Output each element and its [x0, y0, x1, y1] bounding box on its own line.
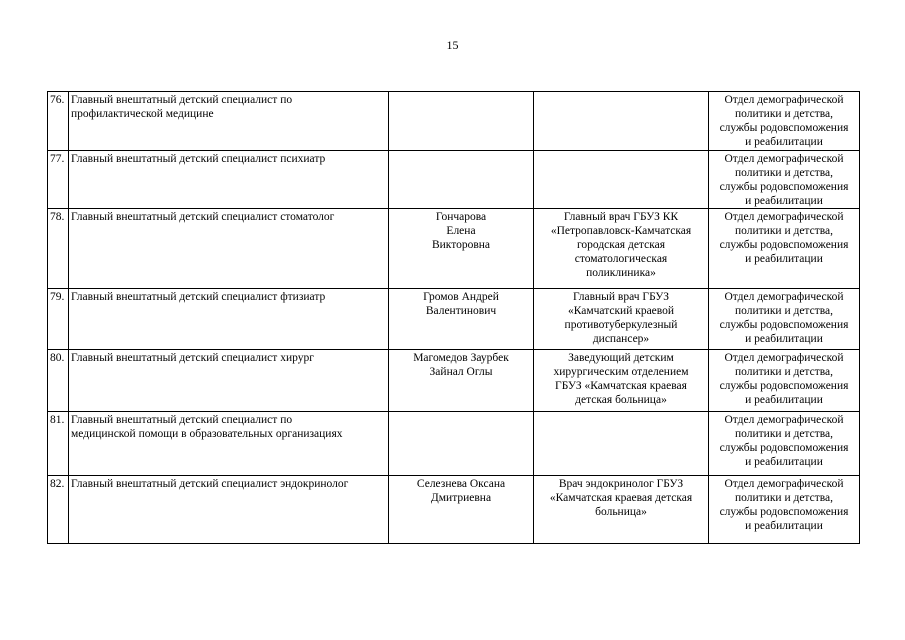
specialists-table [47, 91, 860, 544]
responsible-department: Отдел демографической политики и детства, службы родовспоможения и реабилитации [709, 151, 860, 209]
specialist-title: Главный внештатный детский специалист стоматолог [69, 209, 389, 289]
table-row [48, 151, 860, 209]
specialist-position: Врач эндокринолог ГБУЗ «Камчатская краевая детская больница» [534, 476, 709, 544]
specialist-name [389, 92, 534, 151]
responsible-department: Отдел демографической политики и детства, службы родовспоможения и реабилитации [709, 92, 860, 151]
specialist-name: Гончарова Елена Викторовна [389, 209, 534, 289]
row-number: 77. [48, 151, 69, 209]
specialist-name: Громов Андрей Валентинович [389, 289, 534, 350]
row-number: 78. [48, 209, 69, 289]
specialist-title: Главный внештатный детский специалист психиатр [69, 151, 389, 209]
specialist-position: Заведующий детским хирургическим отделением ГБУЗ «Камчатская краевая детская больница» [534, 350, 709, 412]
specialist-position: Главный врач ГБУЗ КК «Петропавловск-Камчатская городская детская стоматологическая поликлиника» [534, 209, 709, 289]
table-row [48, 209, 860, 289]
specialist-name: Селезнева Оксана Дмитриевна [389, 476, 534, 544]
row-number: 82. [48, 476, 69, 544]
specialist-title: Главный внештатный детский специалист фтизиатр [69, 289, 389, 350]
row-number: 81. [48, 412, 69, 476]
table-row [48, 289, 860, 350]
responsible-department: Отдел демографической политики и детства, службы родовспоможения и реабилитации [709, 412, 860, 476]
table-row [48, 476, 860, 544]
responsible-department: Отдел демографической политики и детства, службы родовспоможения и реабилитации [709, 476, 860, 544]
row-number: 76. [48, 92, 69, 151]
specialist-position [534, 151, 709, 209]
specialist-title: Главный внештатный детский специалист эндокринолог [69, 476, 389, 544]
table-row [48, 350, 860, 412]
specialist-title: Главный внештатный детский специалист по медицинской помощи в образовательных организациях [69, 412, 389, 476]
specialist-position [534, 412, 709, 476]
specialist-name [389, 151, 534, 209]
row-number: 79. [48, 289, 69, 350]
specialist-title: Главный внештатный детский специалист хирург [69, 350, 389, 412]
table-row [48, 412, 860, 476]
responsible-department: Отдел демографической политики и детства, службы родовспоможения и реабилитации [709, 350, 860, 412]
responsible-department: Отдел демографической политики и детства, службы родовспоможения и реабилитации [709, 289, 860, 350]
responsible-department: Отдел демографической политики и детства, службы родовспоможения и реабилитации [709, 209, 860, 289]
specialist-position [534, 92, 709, 151]
specialist-position: Главный врач ГБУЗ «Камчатский краевой противотуберкулезный диспансер» [534, 289, 709, 350]
specialist-title: Главный внештатный детский специалист по профилактической медицине [69, 92, 389, 151]
page-number: 15 [446, 38, 459, 52]
specialist-name: Магомедов Заурбек Зайнал Оглы [389, 350, 534, 412]
specialist-name [389, 412, 534, 476]
row-number: 80. [48, 350, 69, 412]
table-row [48, 92, 860, 151]
